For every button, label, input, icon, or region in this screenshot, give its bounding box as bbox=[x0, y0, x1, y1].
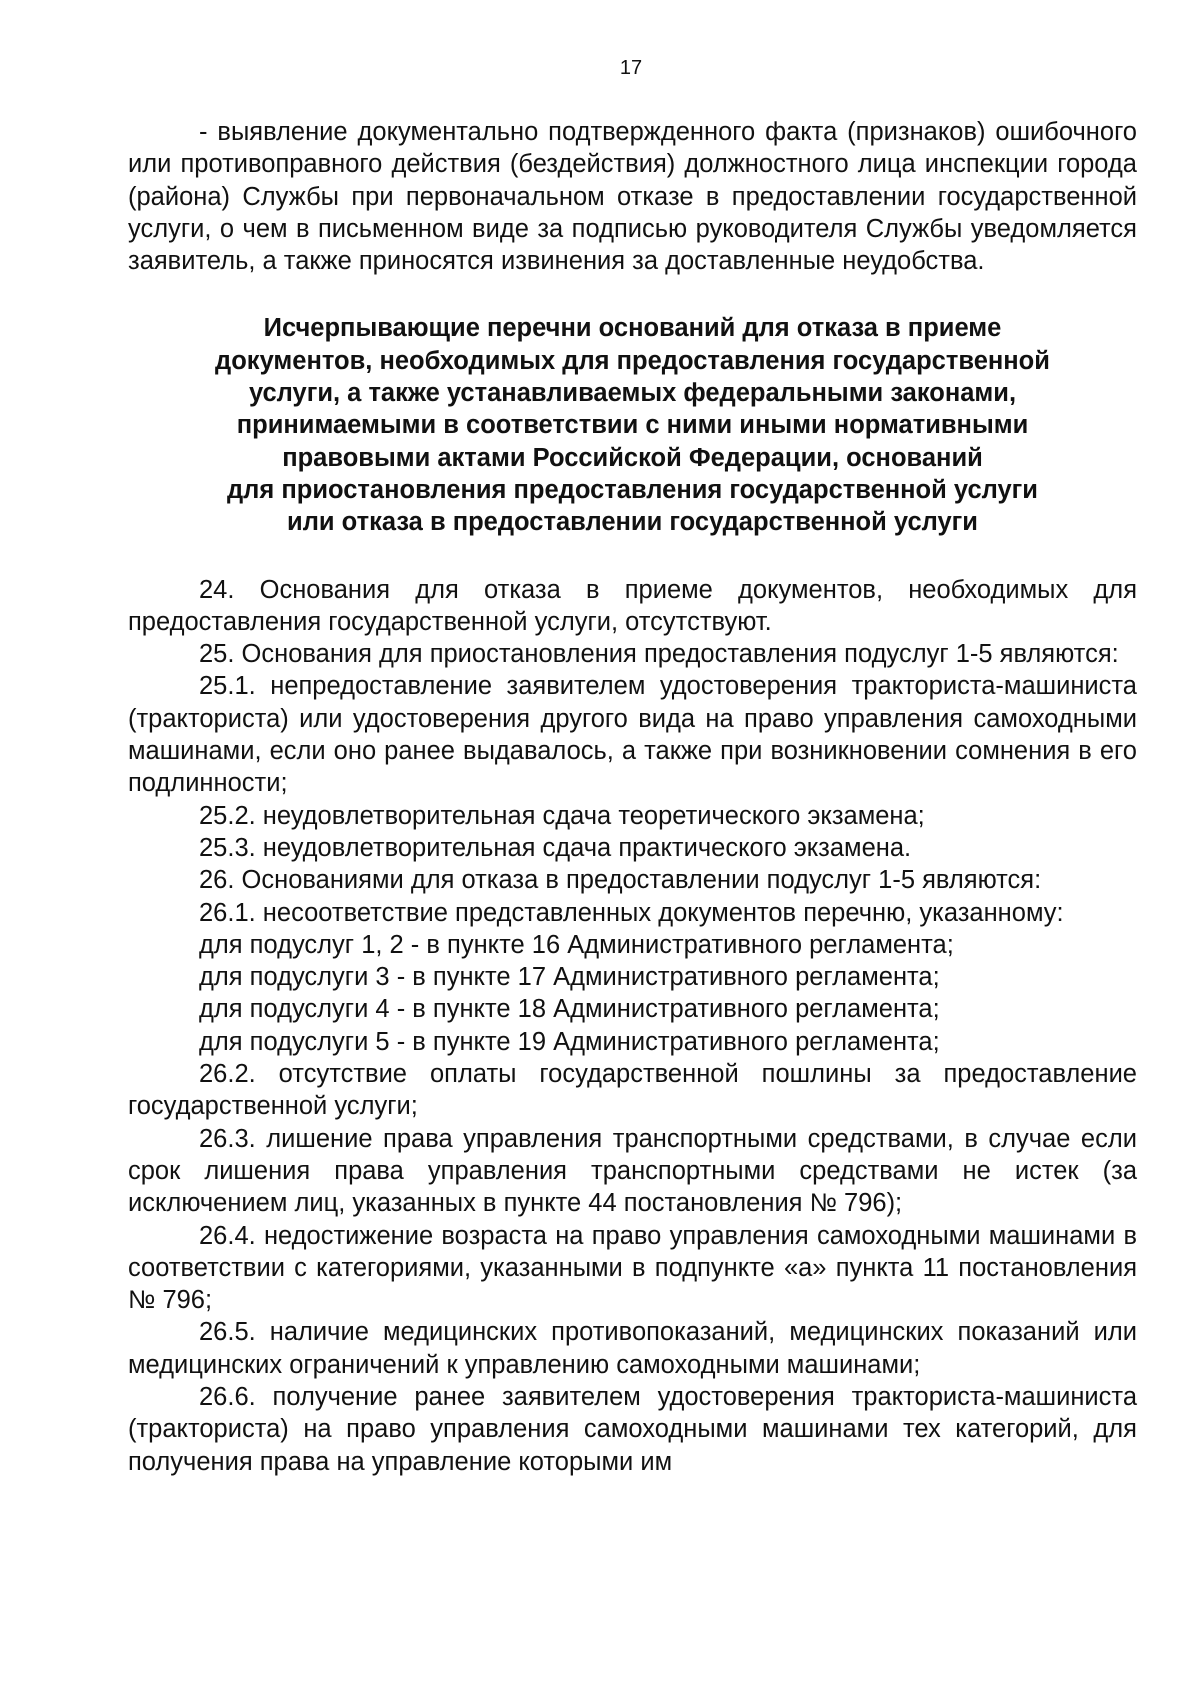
heading-line: для приостановления предоставления государственной услуги bbox=[227, 475, 1038, 504]
heading-line: правовыми актами Российской Федерации, оснований bbox=[282, 443, 983, 472]
paragraph-26-1-item: для подуслуги 5 - в пункте 19 Административного регламента; bbox=[199, 1027, 940, 1056]
paragraph-26-5: 26.5. наличие медицинских противопоказаний, медицинских показаний или медицинских ограничений к управлению самоходными машинами; bbox=[128, 1318, 1137, 1379]
heading-line: или отказа в предоставлении государственной услуги bbox=[287, 508, 978, 537]
paragraph-26-4: 26.4. недостижение возраста на право управления самоходными машинами в соответствии с категориями, указанными в подпункте «а» пункта 11 постановления № 796; bbox=[128, 1221, 1137, 1315]
paragraph-26-1-item: для подуслуг 1, 2 - в пункте 16 Административного регламента; bbox=[199, 930, 954, 959]
paragraph-26-1: 26.1. несоответствие представленных документов перечню, указанному: bbox=[199, 898, 1064, 927]
heading-line: Исчерпывающие перечни оснований для отказа в приеме bbox=[263, 314, 1002, 343]
paragraph-26-3: 26.3. лишение права управления транспортными средствами, в случае если срок лишения права управления транспортными средствами не истек (за исключением лиц, указанных в пункте 44 постановления № 796); bbox=[128, 1124, 1137, 1218]
section-heading bbox=[128, 312, 1137, 538]
paragraph-26-1-item: для подуслуги 4 - в пункте 18 Административного регламента; bbox=[199, 995, 940, 1024]
heading-line: документов, необходимых для предоставления государственной bbox=[215, 346, 1050, 375]
paragraph-25-3: 25.3. неудовлетворительная сдача практического экзамена. bbox=[199, 833, 912, 862]
paragraph-25-1: 25.1. непредоставление заявителем удостоверения тракториста-машиниста (тракториста) или удостоверения другого вида на право управления самоходными машинами, если оно ранее выдавалось, а также при возникновении сомнения в его подлинности; bbox=[128, 672, 1137, 798]
page-number: 17 bbox=[619, 57, 643, 79]
heading-line: принимаемыми в соответствии с ними иными нормативными bbox=[236, 411, 1029, 440]
heading-line: услуги, а также устанавливаемых федеральными законами, bbox=[248, 379, 1017, 408]
document-body bbox=[128, 116, 1137, 1478]
intro-paragraph: - выявление документально подтвержденного факта (признаков) ошибочного или противоправного действия (бездействия) должностного лица инспекции города (района) Службы при первоначальном отказе в предоставлении государственной услуги, о чем в письменном виде за подписью руководителя Службы уведомляется заявитель, а также приносятся извинения за доставленные неудобства. bbox=[128, 118, 1137, 276]
paragraph-24: 24. Основания для отказа в приеме документов, необходимых для предоставления государственной услуги, отсутствуют. bbox=[128, 575, 1137, 636]
paragraph-25-2: 25.2. неудовлетворительная сдача теоретического экзамена; bbox=[199, 801, 925, 830]
paragraph-26-2: 26.2. отсутствие оплаты государственной пошлины за предоставление государственной услуги; bbox=[128, 1060, 1137, 1121]
paragraph-26-1-item: для подуслуги 3 - в пункте 17 Административного регламента; bbox=[199, 963, 940, 992]
paragraph-25: 25. Основания для приостановления предоставления подуслуг 1-5 являются: bbox=[199, 640, 1119, 669]
paragraph-26-6: 26.6. получение ранее заявителем удостоверения тракториста-машиниста (тракториста) на право управления самоходными машинами тех категорий, для получения права на управление которыми им bbox=[128, 1382, 1137, 1476]
paragraph-26: 26. Основаниями для отказа в предоставлении подуслуг 1-5 являются: bbox=[199, 866, 1042, 895]
